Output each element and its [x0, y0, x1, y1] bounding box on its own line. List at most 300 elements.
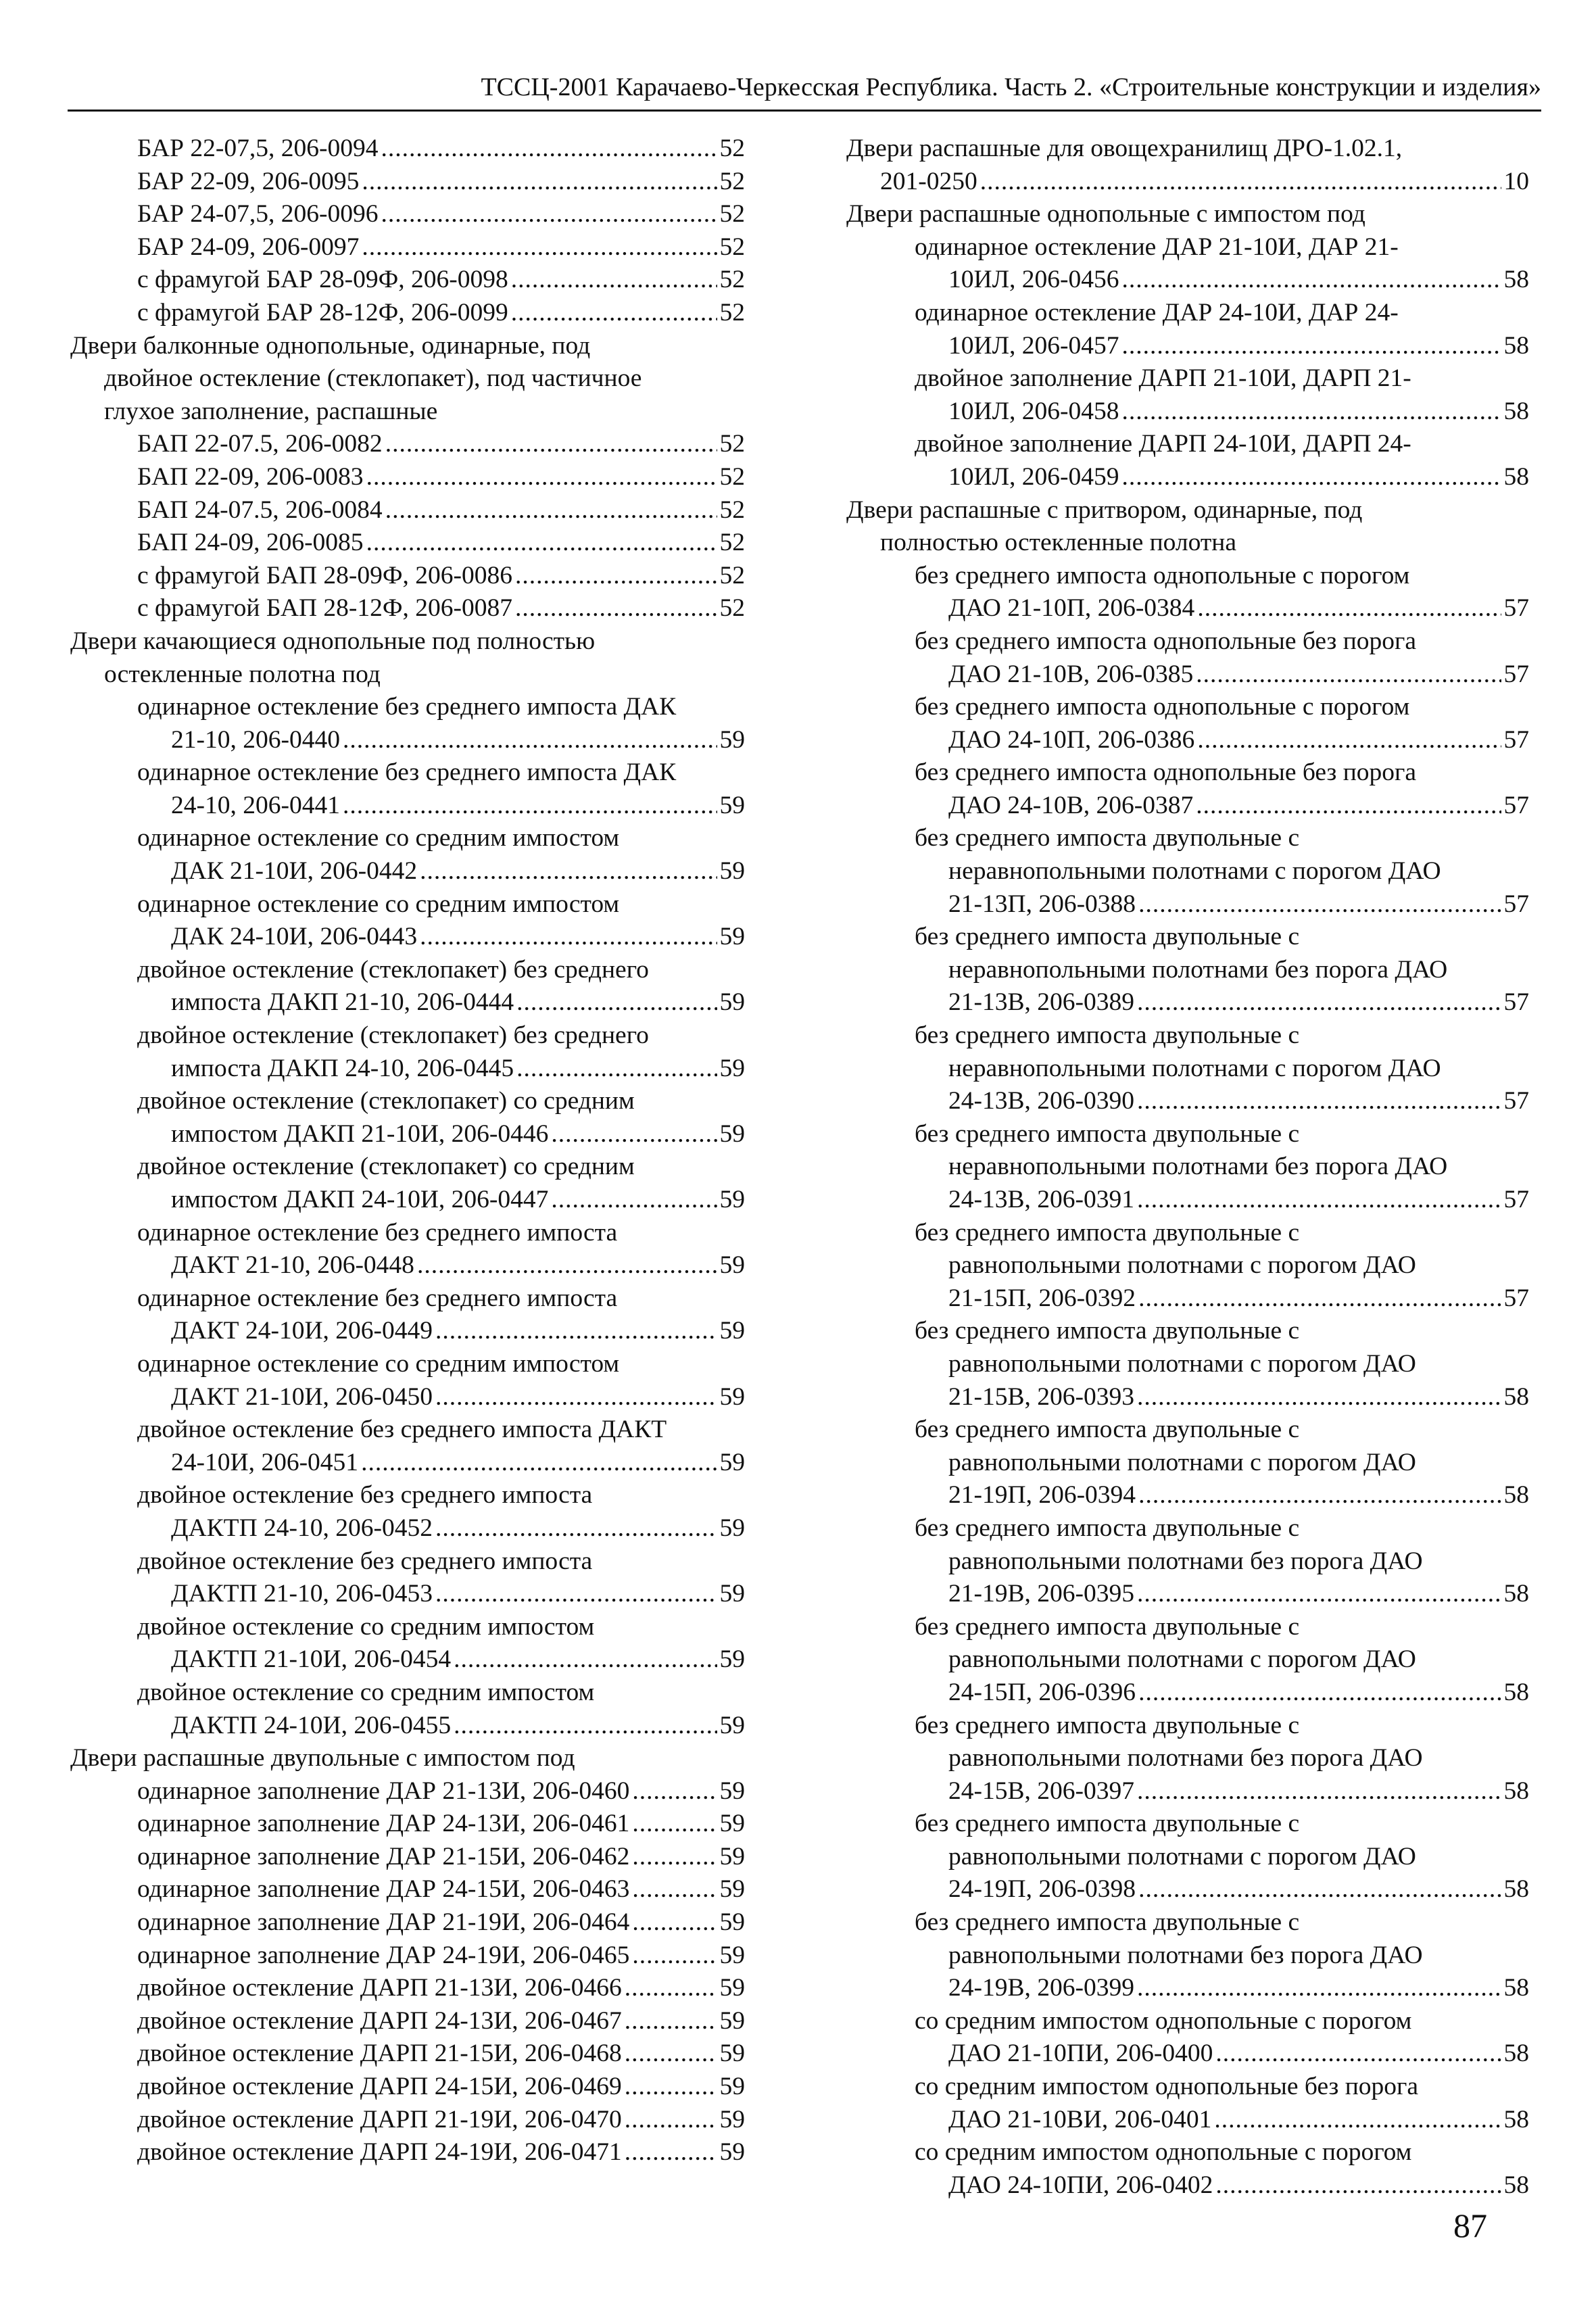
- entry-text: 10ИЛ, 206-0457: [948, 331, 1119, 360]
- entry-text: без среднего импоста однопольные с порогом: [915, 561, 1410, 589]
- entry-text: равнопольными полотнами с порогом ДАО: [948, 1251, 1416, 1280]
- dot-leader: [1137, 1972, 1501, 2005]
- index-entry: [846, 2071, 1529, 2136]
- dot-leader: [1137, 986, 1501, 1019]
- entry-text: 24-13В, 206-0390: [948, 1087, 1134, 1115]
- entry-line: [846, 560, 1529, 593]
- dot-leader: [515, 560, 717, 593]
- entry-page-number: 52: [719, 266, 745, 294]
- dot-leader: [1215, 2169, 1501, 2202]
- dot-leader: [381, 198, 717, 231]
- entry-line: [70, 888, 745, 921]
- index-entry: [846, 297, 1529, 362]
- entry-page-number: 52: [719, 561, 745, 589]
- entry-line: [70, 658, 745, 692]
- entry-text: с фрамугой БАР 28-09Ф, 206-0098: [137, 266, 508, 294]
- entry-page-number: 57: [1503, 594, 1529, 623]
- entry-line: [70, 1381, 745, 1414]
- entry-line: [70, 855, 745, 888]
- index-entry: [70, 1841, 745, 1874]
- dot-leader: [1197, 724, 1501, 757]
- entry-line: [846, 1676, 1529, 1710]
- entry-line: [846, 756, 1529, 790]
- entry-page-number: 59: [719, 1645, 745, 1674]
- entry-line: [846, 1710, 1529, 1743]
- entry-text: равнопольными полотнами с порогом ДАО: [948, 1349, 1416, 1378]
- entry-page-number: 59: [719, 923, 745, 951]
- entry-text: без среднего импоста двупольные с: [915, 923, 1300, 951]
- dot-leader: [1138, 1282, 1501, 1316]
- entry-text: ДАО 21-10П, 206-0384: [948, 594, 1195, 623]
- entry-text: двойное остекление без среднего импоста: [137, 1547, 593, 1575]
- entry-line: [846, 1249, 1529, 1282]
- index-entry: [70, 1019, 745, 1085]
- entry-page-number: 59: [719, 2073, 745, 2101]
- entry-page-number: 59: [719, 1842, 745, 1871]
- entry-text: одинарное остекление со средним импостом: [137, 824, 620, 852]
- entry-text: без среднего импоста двупольные с: [915, 1612, 1300, 1641]
- entry-page-number: 59: [719, 1777, 745, 1805]
- entry-text: ДАО 21-10ПИ, 206-0400: [948, 2040, 1213, 2068]
- entry-page-number: 59: [719, 2040, 745, 2068]
- entry-line: [846, 1414, 1529, 1447]
- index-column-right: [846, 132, 1529, 2202]
- index-entry: [846, 756, 1529, 822]
- entry-line: [70, 1479, 745, 1512]
- index-entry: [70, 1873, 745, 1906]
- entry-text: с фрамугой БАП 28-09Ф, 206-0086: [137, 561, 513, 589]
- entry-line: [846, 461, 1529, 494]
- entry-page-number: 58: [1503, 1481, 1529, 1510]
- dot-leader: [420, 855, 717, 888]
- entry-text: БАР 22-09, 206-0095: [137, 167, 360, 195]
- dot-leader: [1122, 264, 1501, 297]
- entry-line: [70, 1184, 745, 1217]
- entry-text: Двери распашные однопольные с импостом под: [846, 200, 1365, 228]
- entry-page-number: 58: [1503, 1382, 1529, 1411]
- index-entry: [70, 330, 745, 429]
- entry-line: [70, 1742, 745, 1775]
- entry-text: импоста ДАКП 24-10, 206-0445: [171, 1054, 514, 1082]
- entry-page-number: 58: [1503, 1974, 1529, 2002]
- entry-text: одинарное остекление ДАР 21-10И, ДАР 21-: [915, 233, 1399, 261]
- entry-line: [846, 1611, 1529, 1644]
- entry-page-number: 59: [719, 1711, 745, 1739]
- entry-text: без среднего импоста двупольные с: [915, 1810, 1300, 1838]
- entry-line: [846, 330, 1529, 363]
- entry-text: 24-15В, 206-0397: [948, 1777, 1134, 1805]
- entry-text: без среднего импоста однопольные без порога: [915, 758, 1417, 787]
- dot-leader: [343, 790, 717, 823]
- entry-line: [70, 1151, 745, 1184]
- entry-line: [70, 1972, 745, 2005]
- entry-line: [70, 330, 745, 363]
- index-entry: [70, 1775, 745, 1808]
- entry-line: [846, 790, 1529, 823]
- entry-text: ДАК 24-10И, 206-0443: [171, 923, 418, 951]
- entry-text: 21-15П, 206-0392: [948, 1284, 1136, 1312]
- entry-page-number: 59: [719, 1974, 745, 2002]
- entry-line: [846, 888, 1529, 921]
- entry-text: двойное остекление (стеклопакет) со средним: [137, 1153, 635, 1181]
- entry-text: одинарное остекление без среднего импоста ДАК: [137, 758, 677, 787]
- entry-line: [846, 724, 1529, 757]
- dot-leader: [381, 132, 717, 166]
- entry-page-number: 52: [719, 496, 745, 524]
- entry-line: [70, 1447, 745, 1480]
- index-entry: [70, 1808, 745, 1841]
- entry-line: [70, 1841, 745, 1874]
- dot-leader: [1122, 395, 1501, 429]
- entry-page-number: 52: [719, 200, 745, 228]
- entry-text: двойное остекление со средним импостом: [137, 1612, 595, 1641]
- entry-line: [70, 1249, 745, 1282]
- entry-line: [846, 1939, 1529, 1973]
- entry-line: [846, 822, 1529, 855]
- dot-leader: [1138, 1873, 1501, 1906]
- entry-text: без среднего импоста однопольные с порогом: [915, 693, 1410, 721]
- entry-text: 21-19П, 206-0394: [948, 1481, 1136, 1510]
- dot-leader: [417, 1249, 717, 1282]
- entry-line: [846, 264, 1529, 297]
- entry-line: [846, 1217, 1529, 1250]
- entry-text: остекленные полотна под: [104, 660, 381, 688]
- index-entry: [846, 1710, 1529, 1808]
- index-entry: [70, 428, 745, 461]
- dot-leader: [1137, 1775, 1501, 1808]
- index-entry: [70, 166, 745, 199]
- dot-leader: [420, 921, 717, 954]
- entry-line: [70, 2104, 745, 2137]
- index-entry: [70, 297, 745, 330]
- index-entry: [846, 1217, 1529, 1316]
- entry-line: [846, 1447, 1529, 1480]
- index-entry: [70, 1676, 745, 1742]
- dot-leader: [1137, 1184, 1501, 1217]
- dot-leader: [361, 1447, 717, 1480]
- index-entry: [70, 1414, 745, 1479]
- entry-line: [70, 1906, 745, 1939]
- entry-line: [70, 231, 745, 264]
- entry-line: [846, 658, 1529, 692]
- entry-line: [70, 1545, 745, 1578]
- entry-line: [846, 1972, 1529, 2005]
- entry-line: [70, 921, 745, 954]
- entry-page-number: 59: [719, 1317, 745, 1345]
- entry-page-number: 52: [719, 298, 745, 327]
- index-entry: [70, 756, 745, 822]
- dot-leader: [1138, 1676, 1501, 1710]
- index-entry: [70, 527, 745, 560]
- dot-leader: [362, 166, 717, 199]
- index-entry: [70, 198, 745, 231]
- entry-line: [70, 1611, 745, 1644]
- entry-text: 201-0250: [880, 167, 977, 195]
- index-entry: [846, 1906, 1529, 2005]
- entry-line: [70, 986, 745, 1019]
- entry-text: БАП 22-07.5, 206-0082: [137, 430, 383, 458]
- entry-line: [846, 362, 1529, 395]
- entry-text: без среднего импоста однопольные без порога: [915, 627, 1417, 655]
- index-entry: [70, 1939, 745, 1973]
- entry-text: без среднего импоста двупольные с: [915, 1119, 1300, 1148]
- entry-line: [70, 954, 745, 987]
- entry-line: [846, 921, 1529, 954]
- dot-leader: [1197, 592, 1501, 625]
- dot-leader: [366, 527, 717, 560]
- running-header: [68, 65, 1541, 112]
- entry-page-number: 52: [719, 594, 745, 623]
- entry-page-number: 52: [719, 233, 745, 261]
- entry-line: [846, 625, 1529, 658]
- entry-line: [70, 264, 745, 297]
- dot-leader: [511, 297, 717, 330]
- index-entry: [846, 1118, 1529, 1217]
- dot-leader: [516, 986, 717, 1019]
- index-entry: [70, 625, 745, 691]
- entry-page-number: 59: [719, 2138, 745, 2167]
- entry-text: 24-13В, 206-0391: [948, 1186, 1134, 1213]
- entry-text: ДАКТ 21-10, 206-0448: [171, 1251, 414, 1280]
- dot-leader: [980, 166, 1501, 199]
- entry-page-number: 52: [719, 462, 745, 491]
- entry-line: [846, 2005, 1529, 2038]
- entry-line: [70, 790, 745, 823]
- entry-page-number: 59: [719, 2105, 745, 2133]
- entry-text: одинарное заполнение ДАР 24-15И, 206-0463: [137, 1875, 630, 1904]
- dot-leader: [632, 1808, 717, 1841]
- entry-line: [846, 198, 1529, 231]
- entry-line: [70, 1939, 745, 1973]
- entry-line: [70, 1873, 745, 1906]
- index-entry: [846, 691, 1529, 756]
- entry-page-number: 58: [1503, 1777, 1529, 1805]
- entry-line: [846, 1906, 1529, 1939]
- entry-text: БАП 22-09, 206-0083: [137, 462, 364, 491]
- index-entry: [846, 362, 1529, 428]
- entry-line: [70, 1512, 745, 1545]
- entry-page-number: 58: [1503, 462, 1529, 491]
- entry-page-number: 10: [1503, 167, 1529, 195]
- entry-line: [846, 395, 1529, 429]
- entry-text: Двери распашные двупольные с импостом под: [70, 1744, 575, 1772]
- entry-text: Двери качающиеся однопольные под полностью: [70, 627, 596, 655]
- entry-page-number: 52: [719, 135, 745, 162]
- entry-line: [846, 592, 1529, 625]
- entry-line: [846, 1775, 1529, 1808]
- entry-line: [846, 1479, 1529, 1512]
- entry-line: [846, 297, 1529, 330]
- entry-page-number: 57: [1503, 890, 1529, 918]
- entry-page-number: 59: [719, 1054, 745, 1082]
- entry-page-number: 59: [719, 1580, 745, 1608]
- entry-text: без среднего импоста двупольные с: [915, 1317, 1300, 1345]
- entry-text: Двери распашные с притвором, одинарные, под: [846, 496, 1363, 524]
- entry-page-number: 59: [719, 1941, 745, 1969]
- entry-page-number: 52: [719, 430, 745, 458]
- entry-text: равнопольными полотнами без порога ДАО: [948, 1744, 1423, 1772]
- entry-text: неравнопольными полотнами с порогом ДАО: [948, 1054, 1441, 1082]
- entry-line: [846, 1545, 1529, 1578]
- entry-page-number: 59: [719, 1448, 745, 1476]
- index-entry: [70, 2037, 745, 2071]
- dot-leader: [1196, 790, 1501, 823]
- dot-leader: [435, 1315, 717, 1348]
- entry-line: [846, 2104, 1529, 2137]
- entry-line: [846, 1643, 1529, 1676]
- entry-line: [70, 1578, 745, 1611]
- entry-line: [846, 1053, 1529, 1086]
- dot-leader: [1138, 1479, 1501, 1512]
- entry-text: ДАО 21-10В, 206-0385: [948, 660, 1194, 688]
- index-entry: [846, 1808, 1529, 1906]
- index-entry: [846, 921, 1529, 1019]
- entry-page-number: 57: [1503, 1284, 1529, 1312]
- entry-text: ДАКТП 24-10И, 206-0455: [171, 1711, 452, 1739]
- entry-line: [70, 2005, 745, 2038]
- entry-page-number: 59: [719, 1119, 745, 1148]
- entry-text: без среднего импоста двупольные с: [915, 1218, 1300, 1247]
- index-entry: [70, 691, 745, 756]
- entry-text: двойное заполнение ДАРП 24-10И, ДАРП 24-: [915, 430, 1411, 458]
- entry-line: [846, 855, 1529, 888]
- index-entry: [70, 592, 745, 625]
- entry-line: [846, 1348, 1529, 1381]
- index-entry: [70, 1151, 745, 1216]
- entry-page-number: 59: [719, 1514, 745, 1542]
- entry-text: одинарное остекление без среднего импоста ДАК: [137, 693, 677, 721]
- entry-text: БАП 24-07.5, 206-0084: [137, 496, 383, 524]
- entry-text: Двери распашные для овощехранилищ ДРО-1.02.1,: [846, 135, 1403, 162]
- dot-leader: [632, 1841, 717, 1874]
- index-entry: [70, 1742, 745, 1775]
- entry-text: 24-19П, 206-0398: [948, 1875, 1136, 1904]
- entry-line: [70, 2136, 745, 2169]
- dot-leader: [625, 1972, 717, 2005]
- dot-leader: [551, 1184, 717, 1217]
- dot-leader: [435, 1578, 717, 1611]
- entry-page-number: 59: [719, 1382, 745, 1411]
- entry-line: [70, 1019, 745, 1053]
- entry-text: без среднего импоста двупольные с: [915, 1416, 1300, 1444]
- entry-page-number: 58: [1503, 2105, 1529, 2133]
- index-entry: [70, 2005, 745, 2038]
- entry-page-number: 59: [719, 725, 745, 754]
- entry-page-number: 59: [719, 1810, 745, 1838]
- entry-page-number: 58: [1503, 1875, 1529, 1904]
- index-entry: [70, 1479, 745, 1545]
- entry-text: двойное остекление без среднего импоста: [137, 1481, 593, 1510]
- entry-line: [846, 691, 1529, 724]
- entry-text: двойное остекление ДАРП 24-15И, 206-0469: [137, 2073, 622, 2101]
- entry-text: ДАО 24-10ПИ, 206-0402: [948, 2171, 1213, 2199]
- dot-leader: [343, 724, 717, 757]
- entry-page-number: 57: [1503, 988, 1529, 1017]
- entry-page-number: 57: [1503, 725, 1529, 754]
- entry-text: равнопольными полотнами без порога ДАО: [948, 1547, 1423, 1575]
- entry-line: [70, 132, 745, 166]
- entry-text: полностью остекленные полотна: [880, 529, 1236, 557]
- entry-page-number: 52: [719, 529, 745, 557]
- header-title: ТССЦ-2001 Карачаево-Черкесская Республика. Часть 2. «Строительные конструкции и изделия»: [481, 73, 1541, 101]
- entry-line: [70, 724, 745, 757]
- entry-text: глухое заполнение, распашные: [104, 397, 438, 425]
- dot-leader: [435, 1512, 717, 1545]
- entry-line: [846, 1873, 1529, 1906]
- dot-leader: [1122, 330, 1501, 363]
- index-entry: [846, 1611, 1529, 1710]
- entry-line: [70, 1775, 745, 1808]
- entry-line: [846, 954, 1529, 987]
- entry-text: неравнопольными полотнами без порога ДАО: [948, 1153, 1448, 1181]
- dot-leader: [625, 2037, 717, 2071]
- entry-text: одинарное заполнение ДАР 21-15И, 206-0462: [137, 1842, 630, 1871]
- entry-line: [70, 1348, 745, 1381]
- entry-text: двойное остекление (стеклопакет), под частичное: [104, 364, 642, 393]
- entry-text: двойное заполнение ДАРП 21-10И, ДАРП 21-: [915, 364, 1411, 393]
- entry-text: ДАКТП 24-10, 206-0452: [171, 1514, 433, 1542]
- entry-text: одинарное заполнение ДАР 21-13И, 206-0460: [137, 1777, 630, 1805]
- entry-text: одинарное заполнение ДАР 21-19И, 206-0464: [137, 1908, 630, 1937]
- dot-leader: [551, 1118, 717, 1151]
- entry-line: [846, 1085, 1529, 1118]
- entry-line: [846, 166, 1529, 199]
- entry-text: неравнопольными полотнами с порогом ДАО: [948, 857, 1441, 886]
- index-entry: [70, 1545, 745, 1611]
- dot-leader: [511, 264, 717, 297]
- entry-text: 24-15П, 206-0396: [948, 1678, 1136, 1706]
- index-entry: [70, 2104, 745, 2137]
- entry-line: [846, 986, 1529, 1019]
- entry-line: [846, 428, 1529, 461]
- dot-leader: [625, 2104, 717, 2137]
- entry-page-number: 58: [1503, 1678, 1529, 1706]
- dot-leader: [1138, 888, 1501, 921]
- entry-text: двойное остекление ДАРП 21-15И, 206-0468: [137, 2040, 622, 2068]
- entry-line: [846, 2071, 1529, 2104]
- entry-line: [846, 1118, 1529, 1151]
- index-entry: [70, 1217, 745, 1282]
- entry-page-number: 59: [719, 1875, 745, 1904]
- dot-leader: [1137, 1578, 1501, 1611]
- index-entry: [70, 1085, 745, 1151]
- entry-text: двойное остекление ДАРП 21-19И, 206-0470: [137, 2105, 622, 2133]
- entry-text: 21-13В, 206-0389: [948, 988, 1134, 1017]
- entry-line: [846, 2136, 1529, 2169]
- entry-text: без среднего импоста двупольные с: [915, 1908, 1300, 1937]
- dot-leader: [362, 231, 717, 264]
- dot-leader: [454, 1710, 717, 1743]
- entry-text: ДАКТП 21-10, 206-0453: [171, 1580, 433, 1608]
- entry-text: 21-19В, 206-0395: [948, 1580, 1134, 1608]
- entry-line: [70, 1414, 745, 1447]
- entry-page-number: 59: [719, 1908, 745, 1937]
- index-entry: [70, 954, 745, 1019]
- index-entry: [70, 2136, 745, 2169]
- index-entry: [70, 888, 745, 954]
- index-entry: [846, 2136, 1529, 2202]
- index-entry: [846, 2005, 1529, 2071]
- entry-text: равнопольными полотнами с порогом ДАО: [948, 1645, 1416, 1674]
- index-entry: [70, 1611, 745, 1676]
- entry-page-number: 58: [1503, 2040, 1529, 2068]
- entry-text: двойное остекление без среднего импоста ДАКТ: [137, 1416, 667, 1444]
- index-entry: [846, 428, 1529, 493]
- dot-leader: [1196, 658, 1501, 692]
- dot-leader: [1214, 2104, 1501, 2137]
- index-entry: [846, 231, 1529, 297]
- entry-text: одинарное заполнение ДАР 24-19И, 206-0465: [137, 1941, 630, 1969]
